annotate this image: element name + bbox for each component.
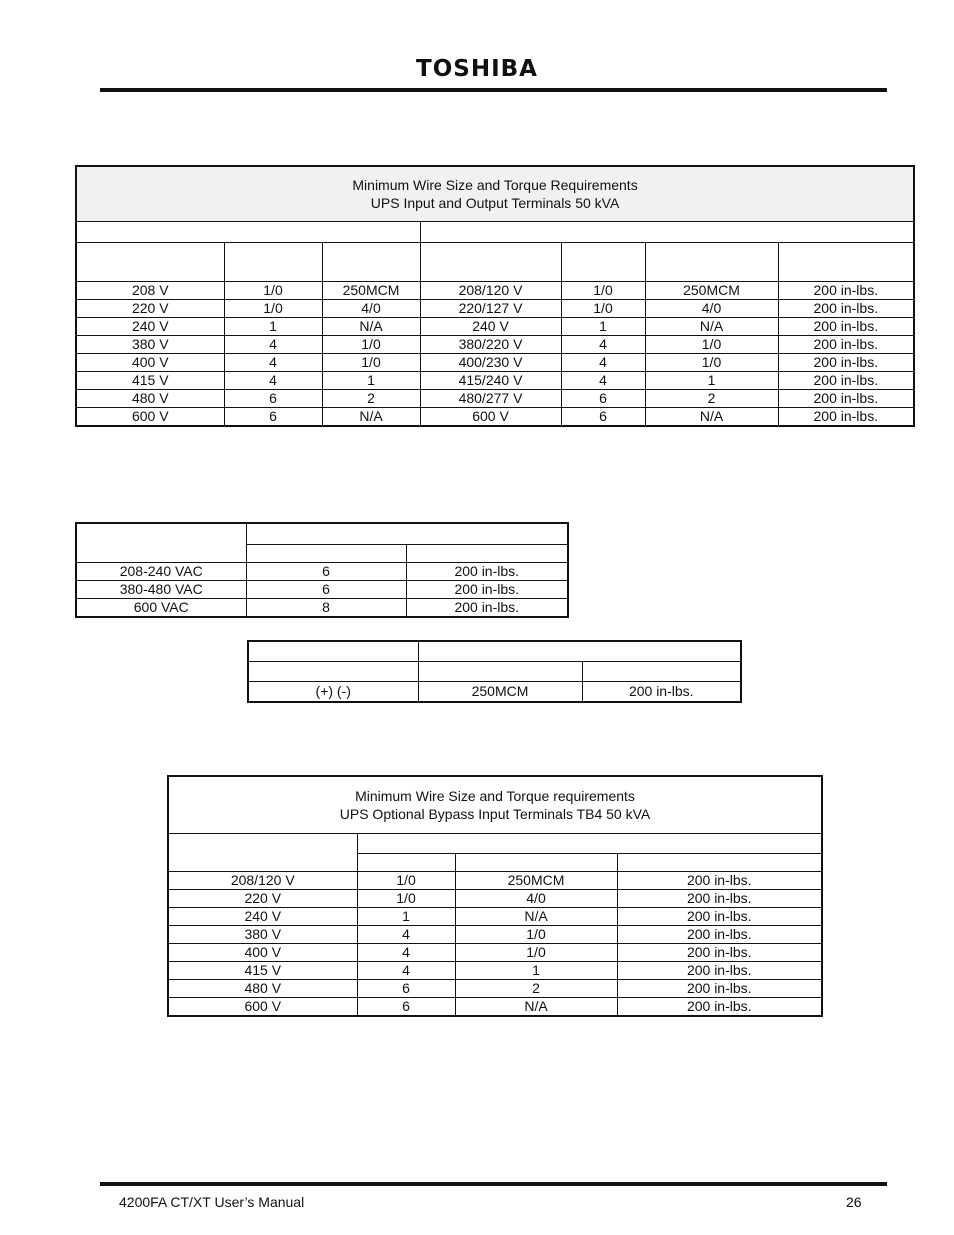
table-cell: 415/240 V: [420, 372, 561, 390]
table-row: [76, 581, 568, 599]
table-cell: 8: [246, 599, 406, 618]
table-cell: 4/0: [645, 300, 778, 318]
table-cell: 1/0: [561, 300, 645, 318]
table-cell: 1: [645, 372, 778, 390]
table-cell: 1/0: [357, 890, 455, 908]
column-header: [561, 243, 645, 282]
column-header: [778, 243, 914, 282]
table-cell: 208/120 V: [168, 872, 357, 890]
table-cell: 4: [561, 336, 645, 354]
table-cell: N/A: [645, 318, 778, 336]
table-cell: 250MCM: [322, 282, 420, 300]
column-header: [248, 641, 418, 662]
output-section-header: [420, 222, 914, 243]
table-cell: 6: [561, 390, 645, 408]
table-cell: 6: [246, 581, 406, 599]
table-cell: 250MCM: [455, 872, 617, 890]
table-cell: 200 in-lbs.: [617, 944, 822, 962]
table-cell: 380-480 VAC: [76, 581, 246, 599]
table-row: [168, 998, 822, 1017]
table-row: [76, 599, 568, 618]
table-cell: 4: [357, 944, 455, 962]
column-header: [357, 854, 455, 872]
table-cell: 6: [224, 390, 322, 408]
table-cell: 200 in-lbs.: [778, 372, 914, 390]
table-cell: 4: [561, 372, 645, 390]
table-cell: 6: [561, 408, 645, 427]
input-section-header: [76, 222, 420, 243]
column-header: [645, 243, 778, 282]
table-cell: 1: [224, 318, 322, 336]
table-cell: 1/0: [455, 944, 617, 962]
table-cell: 4/0: [322, 300, 420, 318]
dc-terminal-table: [247, 640, 742, 703]
table-row: [248, 682, 741, 703]
table-cell: 200 in-lbs.: [617, 926, 822, 944]
table-cell: 1/0: [322, 336, 420, 354]
table-cell: 240 V: [420, 318, 561, 336]
column-header: [224, 243, 322, 282]
toshiba-logo: TOSHIBA: [416, 56, 538, 82]
table-cell: 1: [322, 372, 420, 390]
table-cell: 480 V: [76, 390, 224, 408]
table-cell: 200 in-lbs.: [778, 336, 914, 354]
table-cell: 600 V: [168, 998, 357, 1017]
table-cell: 480 V: [168, 980, 357, 998]
table-cell: 6: [357, 998, 455, 1017]
table-cell: 6: [246, 563, 406, 581]
table-title: [168, 776, 822, 834]
ground-wire-table: [75, 522, 569, 618]
table-cell: 1/0: [357, 872, 455, 890]
table-row: [168, 926, 822, 944]
table-row: [76, 300, 914, 318]
table-cell: 200 in-lbs.: [582, 682, 741, 703]
table-cell: 240 V: [168, 908, 357, 926]
table-row: [76, 563, 568, 581]
table-cell: 220 V: [168, 890, 357, 908]
table-title-line-1: Minimum Wire Size and Torque Requirements: [352, 177, 638, 193]
column-header: [322, 243, 420, 282]
table-cell: 200 in-lbs.: [617, 998, 822, 1017]
footer-rule: [100, 1182, 887, 1186]
table-cell: 1/0: [645, 336, 778, 354]
table-cell: 240 V: [76, 318, 224, 336]
table-cell: 6: [224, 408, 322, 427]
table-cell: 200 in-lbs.: [778, 390, 914, 408]
group-header: [246, 523, 568, 545]
group-header: [357, 834, 822, 854]
table-cell: 200 in-lbs.: [778, 408, 914, 427]
table-cell: 400 V: [76, 354, 224, 372]
column-header: [455, 854, 617, 872]
table-cell: 208-240 VAC: [76, 563, 246, 581]
table-cell: 2: [455, 980, 617, 998]
table-cell: 208 V: [76, 282, 224, 300]
table-cell: 250MCM: [645, 282, 778, 300]
table-cell: 4: [357, 926, 455, 944]
table-cell: 200 in-lbs.: [406, 581, 568, 599]
table-cell: N/A: [645, 408, 778, 427]
table-cell: 415 V: [76, 372, 224, 390]
column-header: [246, 545, 406, 563]
column-header: [248, 662, 418, 682]
column-header: [76, 523, 246, 563]
table-cell: 220/127 V: [420, 300, 561, 318]
table-cell: 200 in-lbs.: [406, 599, 568, 618]
table-cell: 1/0: [224, 300, 322, 318]
page-number: 26: [846, 1194, 862, 1210]
table-cell: 1: [455, 962, 617, 980]
table-cell: 200 in-lbs.: [617, 980, 822, 998]
table-title-line-2: UPS Input and Output Terminals 50 kVA: [370, 195, 620, 211]
table-cell: 2: [645, 390, 778, 408]
table-cell: N/A: [455, 998, 617, 1017]
table-cell: 200 in-lbs.: [617, 962, 822, 980]
table-cell: 1/0: [224, 282, 322, 300]
table-cell: 600 VAC: [76, 599, 246, 618]
column-header: [168, 834, 357, 872]
table-row: [76, 282, 914, 300]
table-row: [168, 890, 822, 908]
table-row: [168, 872, 822, 890]
table-row: [76, 354, 914, 372]
column-header: [418, 662, 582, 682]
table-row: [76, 372, 914, 390]
column-header: [76, 243, 224, 282]
table-cell: 400/230 V: [420, 354, 561, 372]
table-row: [168, 908, 822, 926]
table-row: [76, 408, 914, 427]
table-cell: N/A: [455, 908, 617, 926]
table-row: [76, 336, 914, 354]
table-cell: 200 in-lbs.: [778, 282, 914, 300]
table-cell: 1/0: [645, 354, 778, 372]
table-cell: 415 V: [168, 962, 357, 980]
table-cell: 1: [357, 908, 455, 926]
table-cell: 208/120 V: [420, 282, 561, 300]
table-cell: 380/220 V: [420, 336, 561, 354]
table-row: [76, 318, 914, 336]
table-cell: 200 in-lbs.: [406, 563, 568, 581]
table-cell: 400 V: [168, 944, 357, 962]
table-cell: 2: [322, 390, 420, 408]
table-cell: 600 V: [76, 408, 224, 427]
table-cell: 200 in-lbs.: [617, 872, 822, 890]
bypass-wire-table: [167, 775, 823, 1017]
table-cell: 600 V: [420, 408, 561, 427]
table-row: [76, 390, 914, 408]
table-cell: 250MCM: [418, 682, 582, 703]
table-cell: 1/0: [561, 282, 645, 300]
table-cell: 200 in-lbs.: [778, 300, 914, 318]
table-cell: 6: [357, 980, 455, 998]
header-rule: [100, 88, 887, 92]
table-row: [168, 962, 822, 980]
table-cell: 220 V: [76, 300, 224, 318]
column-header: [420, 243, 561, 282]
table-title-line-2: UPS Optional Bypass Input Terminals TB4 50 kVA: [339, 806, 651, 822]
table-cell: 380 V: [76, 336, 224, 354]
table-cell: 4: [561, 354, 645, 372]
table-cell: 1/0: [322, 354, 420, 372]
table-cell: 200 in-lbs.: [617, 890, 822, 908]
table-cell: 4/0: [455, 890, 617, 908]
table-row: [168, 980, 822, 998]
table-cell: 1: [561, 318, 645, 336]
table-cell: 200 in-lbs.: [778, 354, 914, 372]
column-header: [582, 662, 741, 682]
table-cell: 1/0: [455, 926, 617, 944]
table-cell: 480/277 V: [420, 390, 561, 408]
table-title-line-1: Minimum Wire Size and Torque requirements: [355, 788, 635, 804]
input-output-wire-table: [75, 165, 915, 427]
table-cell: (+) (-): [248, 682, 418, 703]
group-header: [418, 641, 741, 662]
column-header: [406, 545, 568, 563]
table-row: [168, 944, 822, 962]
table-cell: 4: [224, 354, 322, 372]
table-cell: 4: [224, 372, 322, 390]
manual-title: 4200FA CT/XT User’s Manual: [119, 1194, 305, 1210]
table-cell: N/A: [322, 408, 420, 427]
table-cell: 200 in-lbs.: [778, 318, 914, 336]
column-header: [617, 854, 822, 872]
table-cell: N/A: [322, 318, 420, 336]
table-cell: 380 V: [168, 926, 357, 944]
table-title: [76, 166, 914, 222]
table-cell: 200 in-lbs.: [617, 908, 822, 926]
table-cell: 4: [357, 962, 455, 980]
table-cell: 4: [224, 336, 322, 354]
